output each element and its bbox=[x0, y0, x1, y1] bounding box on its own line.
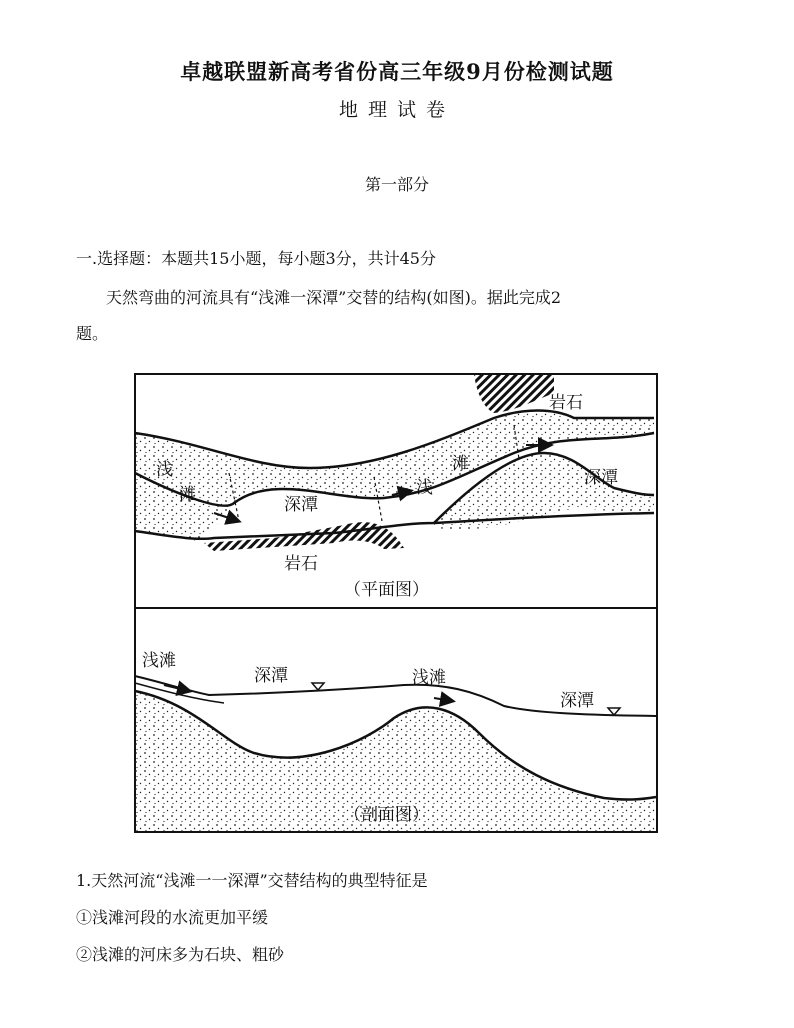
label-shoal-left-1: 浅 bbox=[156, 460, 173, 480]
plan-view bbox=[135, 374, 657, 608]
part-label: 第一部分 bbox=[364, 175, 429, 194]
label-shoal-2: 浅滩 bbox=[412, 668, 446, 688]
section-heading: 一.选择题：本题共15小题，每小题3分，共计45分 bbox=[76, 249, 436, 268]
exam-subtitle: 地理试卷 bbox=[338, 99, 455, 121]
label-deep-pool-1: 深潭 bbox=[284, 495, 318, 515]
question-1-stem: 1.天然河流“浅滩一一深潭”交替结构的典型特征是 bbox=[76, 871, 428, 890]
profile-view bbox=[135, 608, 657, 832]
label-rock-top: 岩石 bbox=[549, 393, 583, 413]
exam-title: 卓越联盟新高考省份高三年级9月份检测试题 bbox=[180, 59, 614, 84]
river-figure bbox=[134, 373, 658, 833]
label-deep-pool-1: 深潭 bbox=[254, 666, 288, 686]
plan-caption: （平面图） bbox=[344, 580, 429, 600]
label-deep-pool-2: 深潭 bbox=[584, 468, 618, 488]
intro-text-line-2: 题。 bbox=[76, 324, 109, 343]
label-rock-bottom: 岩石 bbox=[284, 554, 318, 574]
label-shoal-mid-2: 滩 bbox=[452, 454, 469, 474]
label-shoal-left-2: 滩 bbox=[179, 485, 196, 505]
intro-text-line-1: 天然弯曲的河流具有“浅滩一深潭”交替的结构(如图)。据此完成2 bbox=[106, 288, 562, 307]
profile-caption: （剖面图） bbox=[344, 805, 429, 825]
question-1-option-1: ①浅滩河段的水流更加平缓 bbox=[76, 908, 269, 927]
label-deep-pool-2: 深潭 bbox=[560, 691, 594, 711]
label-shoal-mid-1: 浅 bbox=[416, 478, 433, 498]
question-1-option-2: ②浅滩的河床多为石块、粗砂 bbox=[76, 945, 285, 964]
label-shoal-1: 浅滩 bbox=[142, 651, 176, 671]
